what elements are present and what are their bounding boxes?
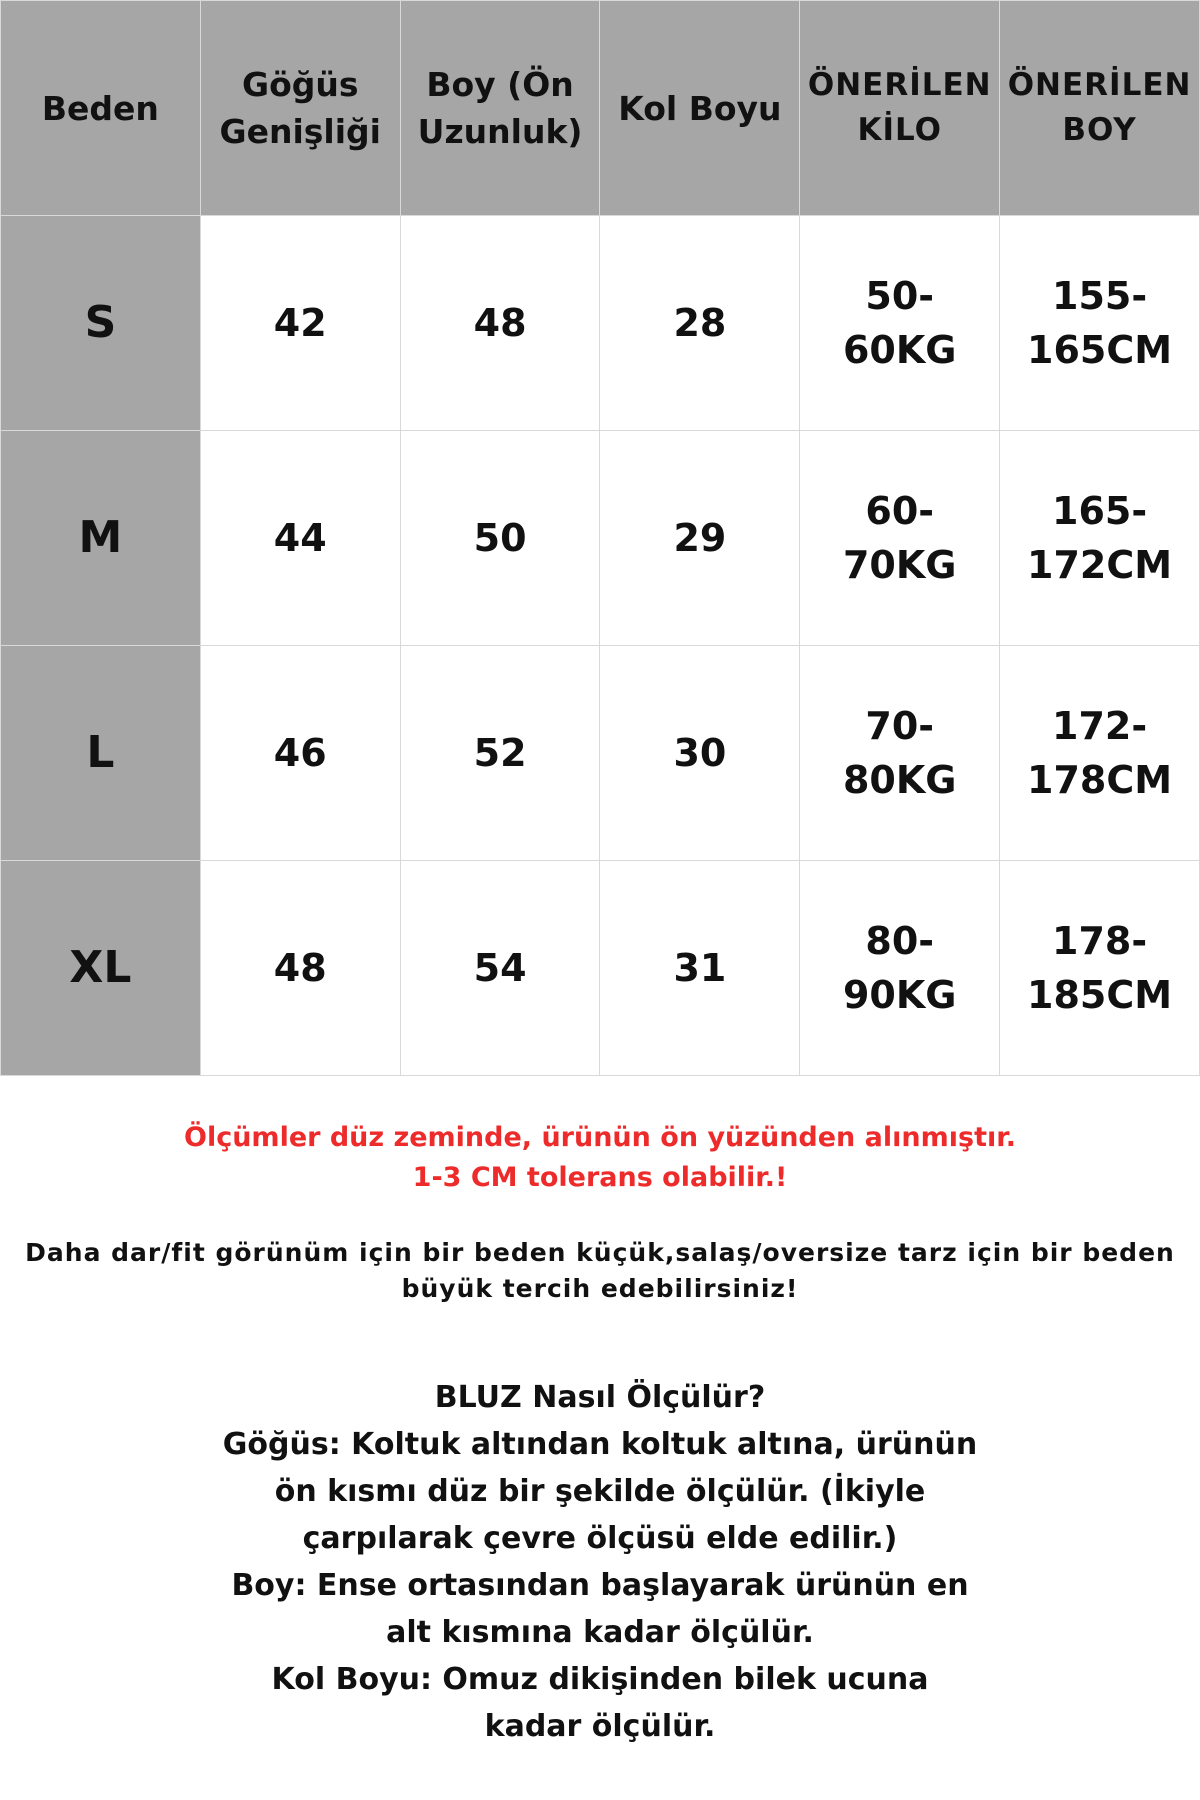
length-cell: 54 [400,861,600,1076]
height-line1: 172- [1052,704,1148,748]
chest-cell: 48 [200,861,400,1076]
header-weight-line1: ÖNERİLEN [807,67,992,103]
size-cell: M [1,431,201,646]
measurement-note-line2: 1-3 CM tolerans olabilir.! [412,1162,788,1193]
height-cell [1000,216,1200,431]
header-weight [800,1,1000,216]
weight-cell [800,216,1000,431]
header-height-line2: BOY [1062,112,1137,148]
weight-line2: 80KG [842,758,957,802]
header-size [1,1,201,216]
size-cell: XL [1,861,201,1076]
weight-cell [800,861,1000,1076]
table-row [1,216,1200,431]
height-line2: 178CM [1027,758,1173,802]
table-row [1,646,1200,861]
weight-line1: 60- [865,489,935,533]
weight-cell [800,431,1000,646]
weight-line2: 90KG [842,973,957,1017]
length-cell: 48 [400,216,600,431]
guide-line: Göğüs: Koltuk altından koltuk altına, ürünün [222,1427,978,1462]
header-height-line1: ÖNERİLEN [1007,67,1192,103]
table-row [1,861,1200,1076]
length-cell: 50 [400,431,600,646]
header-weight-line2: KİLO [857,112,942,148]
weight-line1: 80- [865,919,935,963]
header-chest-line1: Göğüs [241,65,359,104]
sleeve-cell: 30 [600,646,800,861]
measurement-note-line1: Ölçümler düz zeminde, ürünün ön yüzünden alınmıştır. [184,1122,1016,1153]
table-row [1,431,1200,646]
header-chest [200,1,400,216]
table-header [1,1,1200,216]
header-length [400,1,600,216]
sleeve-cell: 31 [600,861,800,1076]
weight-cell [800,646,1000,861]
weight-line1: 50- [865,274,935,318]
measurement-note [0,1118,1200,1198]
height-cell [1000,646,1200,861]
height-cell [1000,431,1200,646]
guide-line: ön kısmı düz bir şekilde ölçülür. (İkiyle [274,1474,926,1509]
chest-cell: 44 [200,431,400,646]
weight-line2: 60KG [842,328,957,372]
height-line2: 172CM [1027,543,1173,587]
size-advice [0,1235,1200,1307]
guide-line: Boy: Ense ortasından başlayarak ürünün en [231,1568,969,1603]
guide-line: Kol Boyu: Omuz dikişinden bilek ucuna [271,1662,929,1697]
weight-line2: 70KG [842,543,957,587]
header-height [1000,1,1200,216]
chest-cell: 42 [200,216,400,431]
size-cell: L [1,646,201,861]
height-line1: 165- [1052,489,1148,533]
header-size-label: Beden [41,88,159,128]
guide-line: alt kısmına kadar ölçülür. [386,1615,814,1650]
height-line2: 185CM [1027,973,1173,1017]
size-advice-line2: büyük tercih edebilirsiniz! [401,1274,799,1303]
header-length-line2: Uzunluk) [417,112,583,151]
guide-line: kadar ölçülür. [484,1709,716,1744]
guide-title: BLUZ Nasıl Ölçülür? [434,1380,766,1415]
sleeve-cell: 28 [600,216,800,431]
height-line2: 165CM [1027,328,1173,372]
header-sleeve-label: Kol Boyu [618,88,782,128]
measurement-guide [0,1374,1200,1750]
sleeve-cell: 29 [600,431,800,646]
header-sleeve [600,1,800,216]
height-line1: 178- [1052,919,1148,963]
size-advice-line1: Daha dar/fit görünüm için bir beden küçük,salaş/oversize tarz için bir beden [25,1238,1175,1267]
header-chest-line2: Genişliği [219,112,381,151]
guide-line: çarpılarak çevre ölçüsü elde edilir.) [302,1521,898,1556]
table-body [1,216,1200,1076]
size-cell: S [1,216,201,431]
height-line1: 155- [1052,274,1148,318]
header-length-line1: Boy (Ön [426,65,574,104]
weight-line1: 70- [865,704,935,748]
chest-cell: 46 [200,646,400,861]
length-cell: 52 [400,646,600,861]
height-cell [1000,861,1200,1076]
